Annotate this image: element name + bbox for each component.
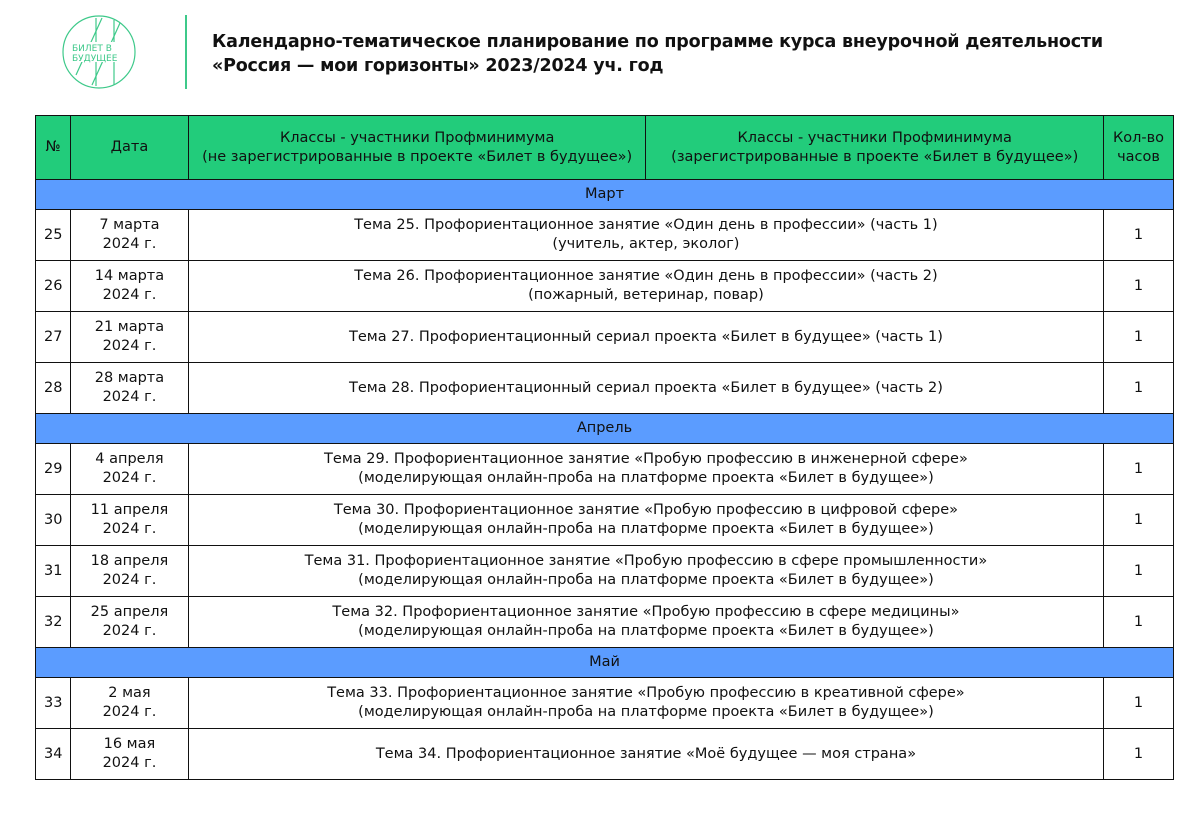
- lesson-hours: 1: [1104, 210, 1174, 261]
- table-row: [36, 210, 1174, 261]
- lesson-topic: Тема 27. Профориентационный сериал проекта «Билет в будущее» (часть 1): [188, 312, 1103, 363]
- table-row: [36, 678, 1174, 729]
- svg-text:БУДУЩЕЕ: БУДУЩЕЕ: [72, 54, 118, 64]
- header-unregistered: Классы - участники Профминимума (не зарегистрированные в проекте «Билет в будущее»): [188, 116, 646, 180]
- lesson-date: 18 апреля 2024 г.: [70, 546, 188, 597]
- lesson-hours: 1: [1104, 729, 1174, 780]
- lesson-date: 4 апреля 2024 г.: [70, 444, 188, 495]
- table-row: [36, 495, 1174, 546]
- lesson-date: 2 мая 2024 г.: [70, 678, 188, 729]
- page-title: [212, 30, 1103, 78]
- lesson-num: 31: [36, 546, 71, 597]
- lesson-hours: 1: [1104, 261, 1174, 312]
- lesson-hours: 1: [1104, 597, 1174, 648]
- lesson-num: 32: [36, 597, 71, 648]
- lesson-date: 7 марта 2024 г.: [70, 210, 188, 261]
- lesson-topic: Тема 28. Профориентационный сериал проекта «Билет в будущее» (часть 2): [188, 363, 1103, 414]
- header-num: №: [36, 116, 71, 180]
- lesson-topic: Тема 34. Профориентационное занятие «Моё будущее — моя страна»: [188, 729, 1103, 780]
- lesson-topic: Тема 32. Профориентационное занятие «Пробую профессию в сфере медицины» (моделирующая онлайн-проба на платформе проекта «Билет в будущее»): [188, 597, 1103, 648]
- lesson-num: 25: [36, 210, 71, 261]
- table-row: [36, 729, 1174, 780]
- lesson-topic: Тема 29. Профориентационное занятие «Пробую профессию в инженерной сфере» (моделирующая онлайн-проба на платформе проекта «Билет в будущее»): [188, 444, 1103, 495]
- lesson-hours: 1: [1104, 495, 1174, 546]
- lesson-topic: Тема 30. Профориентационное занятие «Пробую профессию в цифровой сфере» (моделирующая онлайн-проба на платформе проекта «Билет в будущее»): [188, 495, 1103, 546]
- table-row: [36, 444, 1174, 495]
- table-row: [36, 261, 1174, 312]
- month-row: [36, 414, 1174, 444]
- header-divider: [185, 15, 187, 89]
- month-label: Май: [36, 648, 1174, 678]
- month-label: Март: [36, 180, 1174, 210]
- lesson-date: 21 марта 2024 г.: [70, 312, 188, 363]
- lesson-hours: 1: [1104, 312, 1174, 363]
- month-row: [36, 648, 1174, 678]
- header-date: Дата: [70, 116, 188, 180]
- header-hours: Кол-во часов: [1104, 116, 1174, 180]
- lesson-num: 34: [36, 729, 71, 780]
- svg-text:БИЛЕТ В: БИЛЕТ В: [72, 44, 112, 54]
- month-label: Апрель: [36, 414, 1174, 444]
- lesson-num: 26: [36, 261, 71, 312]
- lesson-hours: 1: [1104, 678, 1174, 729]
- table-row: [36, 312, 1174, 363]
- lesson-date: 14 марта 2024 г.: [70, 261, 188, 312]
- lesson-hours: 1: [1104, 363, 1174, 414]
- header-registered: Классы - участники Профминимума (зарегистрированные в проекте «Билет в будущее»): [646, 116, 1104, 180]
- table-header-row: [36, 116, 1174, 180]
- lesson-num: 30: [36, 495, 71, 546]
- lesson-hours: 1: [1104, 546, 1174, 597]
- lesson-date: 25 апреля 2024 г.: [70, 597, 188, 648]
- lesson-date: 28 марта 2024 г.: [70, 363, 188, 414]
- table-row: [36, 363, 1174, 414]
- lesson-hours: 1: [1104, 444, 1174, 495]
- table-row: [36, 546, 1174, 597]
- lesson-topic: Тема 31. Профориентационное занятие «Пробую профессию в сфере промышленности» (моделирующая онлайн-проба на платформе проекта «Билет в будущее»): [188, 546, 1103, 597]
- lesson-date: 16 мая 2024 г.: [70, 729, 188, 780]
- schedule-table: [35, 115, 1174, 780]
- title-line-1: Календарно-тематическое планирование по программе курса внеурочной деятельности: [212, 32, 1103, 52]
- lesson-topic: Тема 26. Профориентационное занятие «Один день в профессии» (часть 2) (пожарный, ветеринар, повар): [188, 261, 1103, 312]
- lesson-num: 33: [36, 678, 71, 729]
- lesson-topic: Тема 25. Профориентационное занятие «Один день в профессии» (часть 1) (учитель, актер, эколог): [188, 210, 1103, 261]
- lesson-date: 11 апреля 2024 г.: [70, 495, 188, 546]
- table-row: [36, 597, 1174, 648]
- lesson-num: 29: [36, 444, 71, 495]
- lesson-num: 28: [36, 363, 71, 414]
- title-line-2: «Россия — мои горизонты» 2023/2024 уч. год: [212, 56, 664, 76]
- bilet-v-budushchee-logo: [62, 15, 136, 89]
- month-row: [36, 180, 1174, 210]
- lesson-topic: Тема 33. Профориентационное занятие «Пробую профессию в креативной сфере» (моделирующая онлайн-проба на платформе проекта «Билет в будущее»): [188, 678, 1103, 729]
- lesson-num: 27: [36, 312, 71, 363]
